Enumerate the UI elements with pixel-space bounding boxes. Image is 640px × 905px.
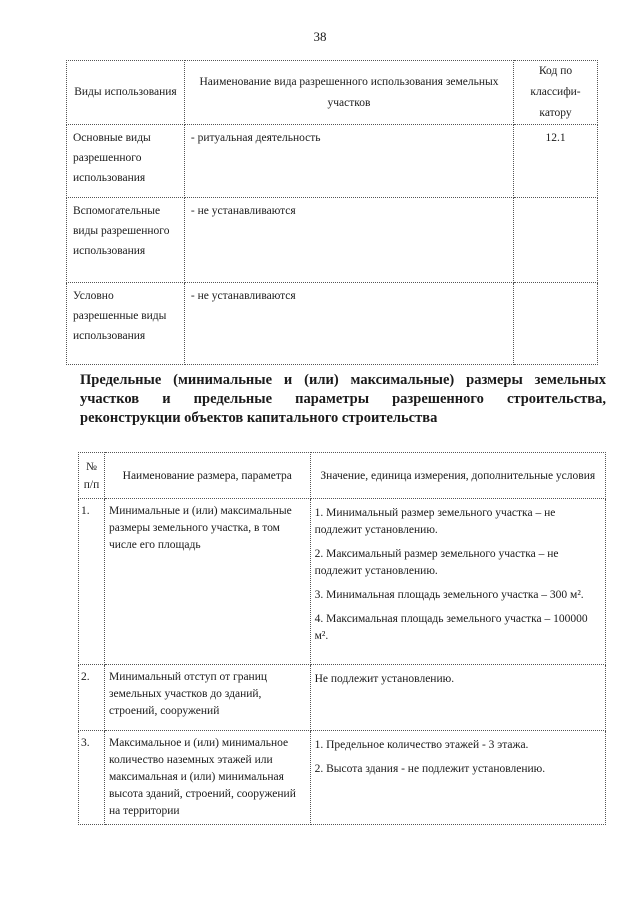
table-row (67, 198, 598, 283)
section-heading: Предельные (минимальные и (или) максимальные) размеры земельных участков и предельные параметры разрешенного строительства, реконструкции объектов капитального строительства (80, 372, 606, 426)
usage-name-cell: - ритуальная деятельность (184, 125, 513, 198)
row-number-cell: 2. (79, 665, 105, 731)
table-row (67, 125, 598, 198)
header-classifier-code: Код по классифи-катору (514, 61, 598, 125)
header-usage-name: Наименование вида разрешенного использования земельных участков (184, 61, 513, 125)
table-header-row (79, 453, 606, 499)
usage-name-cell: - не устанавливаются (184, 283, 513, 365)
usage-type-cell: Вспомогательные виды разрешенного использования (67, 198, 185, 283)
row-number-cell: 1. (79, 499, 105, 665)
page-number: 38 (313, 29, 327, 44)
usage-type-cell: Основные виды разрешенного использования (67, 125, 185, 198)
classifier-code-cell (514, 283, 598, 365)
parameter-name-cell: Минимальный отступ от границ земельных участков до зданий, строений, сооружений (104, 665, 310, 731)
condition-text: 4. Максимальная площадь земельного участка – 100000 м². (314, 613, 588, 642)
parameters-table (78, 452, 606, 825)
header-parameter-value: Значение, единица измерения, дополнительные условия (310, 453, 605, 499)
parameter-value-cell (310, 731, 605, 825)
header-row-number: № п/п (79, 453, 105, 499)
parameter-value-cell (310, 665, 605, 731)
condition-text: 1. Минимальный размер земельного участка – не подлежит установлению. (314, 507, 556, 536)
table-row (79, 665, 606, 731)
usage-name-cell: - не устанавливаются (184, 198, 513, 283)
header-usage-type: Виды использования (67, 61, 185, 125)
row-number-cell: 3. (79, 731, 105, 825)
condition-text: 1. Предельное количество этажей - 3 этажа. (314, 739, 529, 751)
table-header-row (67, 61, 598, 125)
usage-type-cell: Условно разрешенные виды использования (67, 283, 185, 365)
table-row (79, 731, 606, 825)
condition-text: 2. Максимальный размер земельного участка – не подлежит установлению. (314, 548, 559, 577)
classifier-code-cell: 12.1 (514, 125, 598, 198)
condition-text: 2. Высота здания - не подлежит установлению. (314, 763, 546, 775)
condition-text: 3. Минимальная площадь земельного участка – 300 м². (314, 589, 584, 601)
table-row (79, 499, 606, 665)
parameter-name-cell: Максимальное и (или) минимальное количество наземных этажей или максимальная и (или) минимальная высота зданий, строений, сооружений на территории (104, 731, 310, 825)
header-parameter-name: Наименование размера, параметра (104, 453, 310, 499)
table-row (67, 283, 598, 365)
parameter-name-cell: Минимальные и (или) максимальные размеры земельного участка, в том числе его площадь (104, 499, 310, 665)
usage-types-table (66, 60, 598, 365)
condition-text: Не подлежит установлению. (314, 673, 455, 685)
parameter-value-cell (310, 499, 605, 665)
classifier-code-cell (514, 198, 598, 283)
